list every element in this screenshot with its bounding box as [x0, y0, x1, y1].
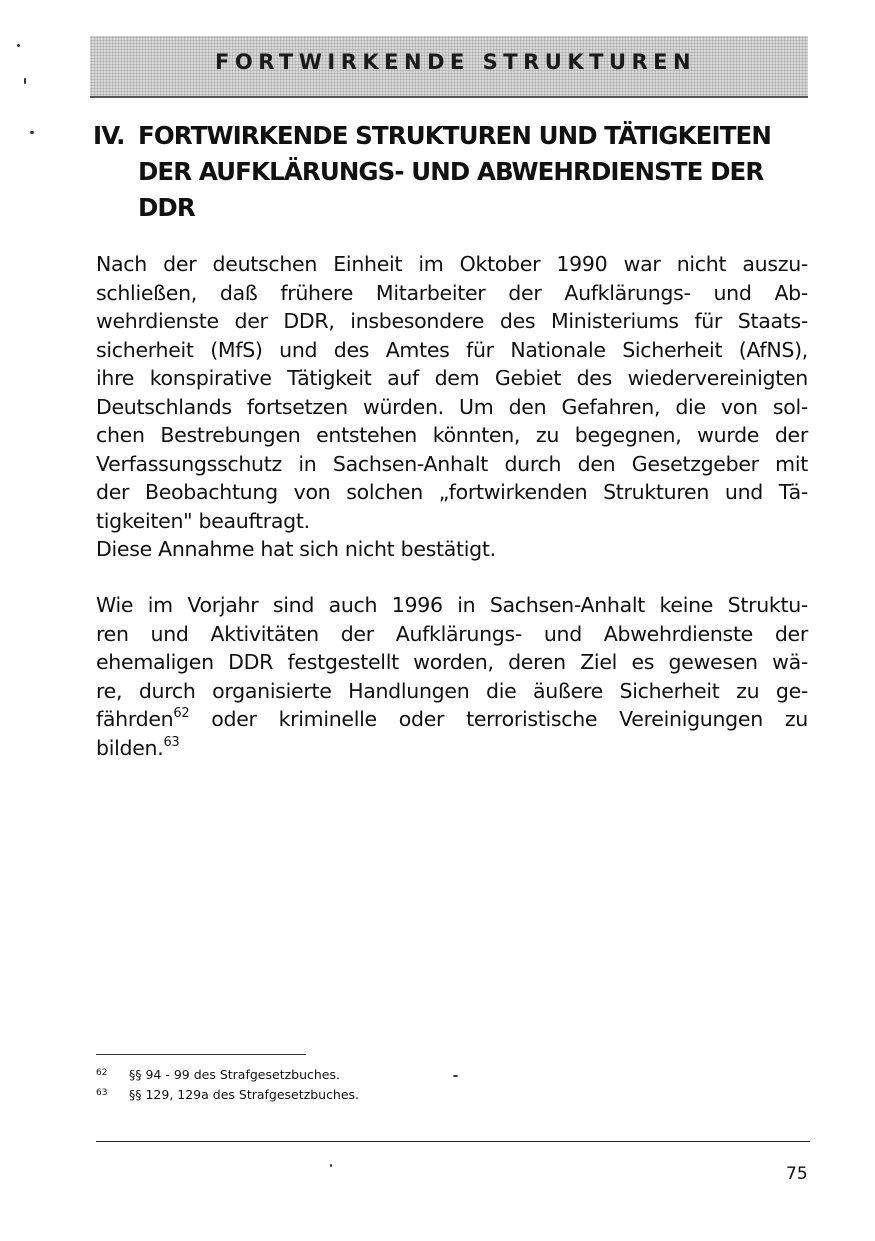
footnote-reference: 62: [173, 706, 190, 721]
paragraph-text: bilden.: [96, 735, 164, 760]
footnotes: [96, 1064, 359, 1104]
footnote-separator: [96, 1054, 306, 1055]
page-number: 75: [786, 1164, 808, 1184]
paragraph-line: wehrdienste der DDR, insbesondere des Ministeriums für Staats-: [96, 309, 808, 333]
paragraph-line: ihre konspirative Tätigkeit auf dem Gebiet des wiedervereinigten: [96, 366, 808, 390]
scan-speck: [330, 1164, 332, 1167]
paragraph-line: Verfassungsschutz in Sachsen-Anhalt durch den Gesetzgeber mit: [96, 451, 808, 476]
chapter-title-line-2: DER AUFKLÄRUNGS- UND ABWEHRDIENSTE DER: [138, 157, 764, 186]
paragraph-line: ehemaligen DDR festgestellt worden, deren Ziel es gewesen wä-: [96, 650, 808, 674]
footnote-mark: 62: [96, 1068, 108, 1078]
paragraph-line: der Beobachtung von solchen „fortwirkenden Strukturen und Tä-: [96, 480, 808, 504]
paragraph-1: [96, 250, 808, 564]
chapter-heading-line-1: [93, 118, 813, 154]
paragraph-line: Diese Annahme hat sich nicht bestätigt.: [96, 537, 496, 561]
running-header-title: FORTWIRKENDE STRUKTUREN: [215, 50, 697, 74]
scan-speck: [30, 131, 34, 134]
footnote-62: [96, 1064, 359, 1084]
paragraph-line: Nach der deutschen Einheit im Oktober 1990 war nicht auszu-: [96, 252, 808, 276]
footnote-reference: 63: [163, 734, 180, 750]
paragraph-text: fährden: [96, 707, 174, 731]
paragraph-line: [96, 734, 808, 763]
paragraph-line: chen Bestrebungen entstehen könnten, zu begegnen, wurde der: [96, 423, 808, 447]
chapter-heading: [93, 118, 813, 226]
chapter-title-line-3: DDR: [138, 193, 195, 222]
footnote-mark: 63: [96, 1088, 108, 1098]
chapter-number: IV.: [93, 121, 125, 150]
footnote-text: §§ 94 - 99 des Strafgesetzbuches.: [129, 1067, 340, 1082]
footnote-63: [96, 1084, 359, 1104]
paragraph-line: ren und Aktivitäten der Aufklärungs- und Abwehrdienste der: [96, 621, 808, 646]
paragraph-line: tigkeiten" beauftragt.: [96, 508, 310, 533]
scan-speck: [17, 44, 20, 47]
footer-rule: [96, 1141, 810, 1142]
paragraph-2: [96, 591, 808, 762]
paragraph-line: sicherheit (MfS) und des Amtes für Nationale Sicherheit (AfNS),: [96, 337, 808, 362]
paragraph-line: [96, 705, 808, 734]
chapter-title-line-1: FORTWIRKENDE STRUKTUREN UND TÄTIGKEITEN: [138, 121, 771, 150]
scan-speck: [24, 78, 26, 84]
scan-speck: [453, 1075, 458, 1077]
paragraph-line: re, durch organisierte Handlungen die äußere Sicherheit zu ge-: [96, 678, 808, 703]
paragraph-line: Deutschlands fortsetzen würden. Um den Gefahren, die von sol-: [96, 394, 808, 419]
paragraph-text: oder kriminelle oder terroristische Vereinigungen zu: [189, 707, 808, 731]
paragraph-line: Wie im Vorjahr sind auch 1996 in Sachsen-Anhalt keine Struktu-: [96, 593, 808, 617]
footnote-text: §§ 129, 129a des Strafgesetzbuches.: [129, 1087, 360, 1102]
paragraph-line: schließen, daß frühere Mitarbeiter der Aufklärungs- und Ab-: [96, 280, 808, 305]
